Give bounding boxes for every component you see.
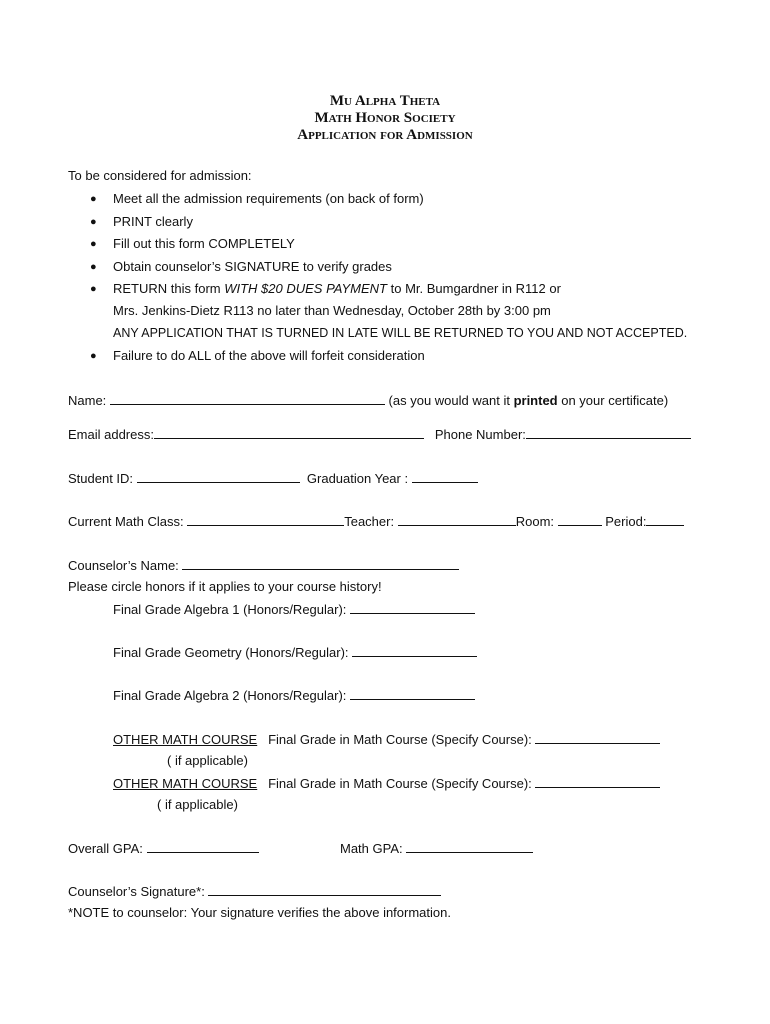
- return-instructions: [113, 281, 561, 297]
- algebra2-label: Final Grade Algebra 2 (Honors/Regular):: [113, 688, 347, 703]
- name-note: [389, 393, 669, 408]
- period-field[interactable]: [646, 513, 684, 526]
- form-title-line1: Mu Alpha Theta: [329, 93, 441, 109]
- other-course-row: [113, 775, 660, 792]
- bullet-icon: ●: [90, 238, 97, 250]
- room-field[interactable]: [558, 513, 602, 526]
- name-label: Name:: [68, 393, 107, 408]
- algebra1-label: Final Grade Algebra 1 (Honors/Regular):: [113, 602, 347, 617]
- algebra1-row: [113, 601, 475, 618]
- other-course-label: Final Grade in Math Course (Specify Course):: [268, 732, 532, 747]
- grad-year-label: Graduation Year :: [306, 471, 409, 486]
- algebra2-row: [113, 687, 475, 704]
- honors-note: Please circle honors if it applies to your course history!: [68, 579, 382, 594]
- geometry-row: [113, 644, 477, 661]
- dues-emphasis: WITH $20 DUES PAYMENT: [224, 281, 388, 296]
- algebra2-grade-field[interactable]: [350, 687, 475, 700]
- math-class-label: Current Math Class:: [68, 514, 184, 529]
- requirement-item: PRINT clearly: [113, 214, 193, 229]
- signature-field[interactable]: [208, 883, 441, 896]
- math-class-field[interactable]: [187, 513, 344, 526]
- student-id-row: [68, 470, 478, 487]
- signature-label: Counselor’s Signature*:: [68, 884, 205, 899]
- bullet-icon: ●: [90, 193, 97, 205]
- requirement-item: Meet all the admission requirements (on back of form): [113, 191, 424, 206]
- email-field[interactable]: [154, 426, 424, 439]
- name-field[interactable]: [110, 392, 385, 405]
- grad-year-field[interactable]: [412, 470, 478, 483]
- signature-row: [68, 883, 441, 900]
- other-course-note: ( if applicable): [167, 753, 248, 768]
- counselor-name-field[interactable]: [182, 557, 459, 570]
- counselor-name-row: [68, 557, 459, 574]
- other-course-note: ( if applicable): [157, 797, 238, 812]
- return-deadline: Mrs. Jenkins-Dietz R113 no later than Wednesday, October 28th by 3:00 pm: [113, 303, 551, 318]
- name-note-prefix: (as you would want it: [388, 393, 514, 408]
- overall-gpa-label: Overall GPA:: [68, 841, 143, 856]
- phone-label: Phone Number:: [434, 427, 526, 442]
- student-id-field[interactable]: [137, 470, 300, 483]
- email-row: [68, 426, 691, 443]
- math-gpa-row: [340, 840, 533, 857]
- requirement-item: Fill out this form COMPLETELY: [113, 236, 295, 251]
- requirement-item: Obtain counselor’s SIGNATURE to verify grades: [113, 259, 392, 274]
- student-id-label: Student ID:: [68, 471, 134, 486]
- other-course-grade-field[interactable]: [535, 731, 660, 744]
- bullet-icon: ●: [90, 261, 97, 273]
- phone-field[interactable]: [526, 426, 691, 439]
- name-note-suffix: on your certificate): [557, 393, 669, 408]
- form-title-line3: Application for Admission: [297, 127, 473, 143]
- other-course-title: OTHER MATH COURSE: [113, 732, 258, 747]
- math-gpa-label: Math GPA:: [340, 841, 403, 856]
- class-row: [68, 513, 684, 530]
- other-course-label: Final Grade in Math Course (Specify Course):: [268, 776, 532, 791]
- teacher-field[interactable]: [398, 513, 516, 526]
- bullet-icon: ●: [90, 283, 97, 295]
- counselor-name-label: Counselor’s Name:: [68, 558, 179, 573]
- other-course-title: OTHER MATH COURSE: [113, 776, 258, 791]
- room-label: Room:: [515, 514, 555, 529]
- intro-text: To be considered for admission:: [68, 168, 252, 183]
- forfeit-warning: Failure to do ALL of the above will forfeit consideration: [113, 348, 425, 363]
- email-label: Email address:: [68, 427, 154, 442]
- late-warning: ANY APPLICATION THAT IS TURNED IN LATE WILL BE RETURNED TO YOU AND NOT ACCEPTED.: [113, 326, 688, 340]
- signature-note: *NOTE to counselor: Your signature verifies the above information.: [68, 905, 451, 920]
- other-course-row: [113, 731, 660, 748]
- return-prefix: RETURN this form: [113, 281, 225, 296]
- algebra1-grade-field[interactable]: [350, 601, 475, 614]
- teacher-label: Teacher:: [344, 514, 395, 529]
- overall-gpa-field[interactable]: [147, 840, 259, 853]
- math-gpa-field[interactable]: [406, 840, 533, 853]
- form-title-line2: Math Honor Society: [314, 110, 456, 126]
- name-note-bold: printed: [513, 393, 558, 408]
- geometry-label: Final Grade Geometry (Honors/Regular):: [113, 645, 349, 660]
- other-course-grade-field[interactable]: [535, 775, 660, 788]
- name-row: [68, 392, 668, 409]
- overall-gpa-row: [68, 840, 259, 857]
- period-label: Period:: [605, 514, 647, 529]
- geometry-grade-field[interactable]: [352, 644, 477, 657]
- bullet-icon: ●: [90, 216, 97, 228]
- return-suffix: to Mr. Bumgardner in R112 or: [387, 281, 561, 296]
- bullet-icon: ●: [90, 350, 97, 362]
